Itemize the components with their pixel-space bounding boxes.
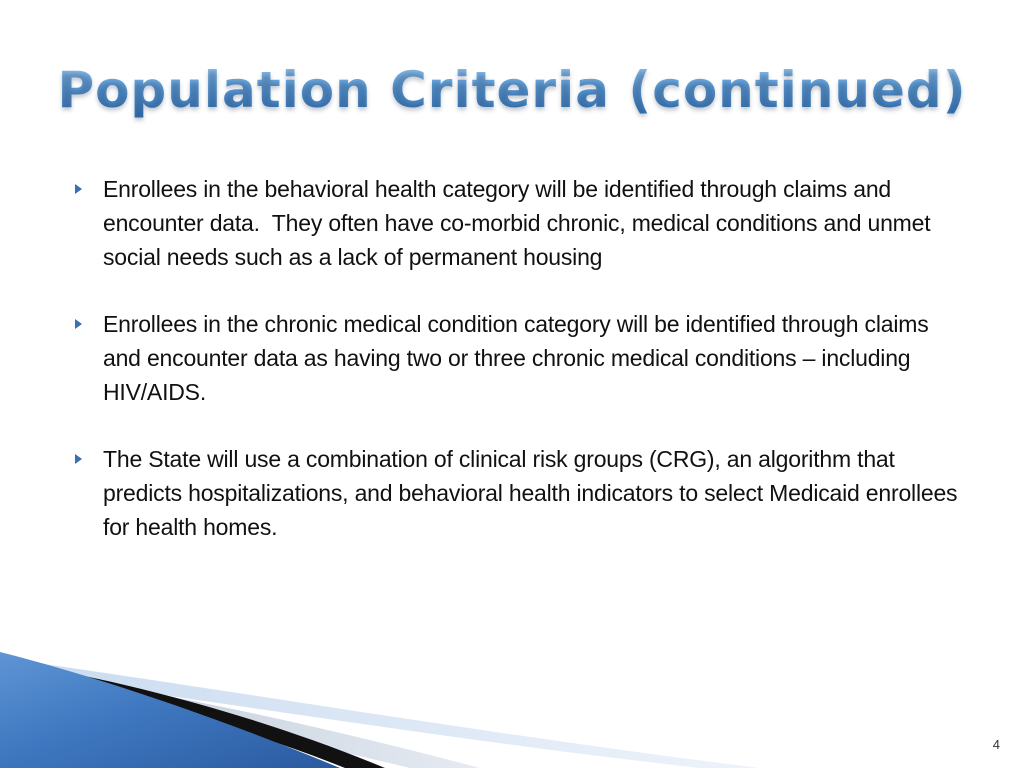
bullet-list [72, 172, 972, 577]
bullet-text: The State will use a combination of clinical risk groups (CRG), an algorithm that predicts hospitalizations, and behavioral health indicators to select Medicaid enrollees for health homes. [103, 446, 964, 540]
bullet-item [72, 307, 972, 409]
bullet-text: Enrollees in the behavioral health category will be identified through claims and encounter data. They often have co-morbid chronic, medical conditions and unmet social needs such as a lack of permanent housing [103, 176, 937, 270]
triangle-right-icon [75, 454, 82, 464]
triangle-right-icon [75, 184, 82, 194]
page-number: 4 [992, 737, 1000, 752]
bullet-text: Enrollees in the chronic medical condition category will be identified through claims and encounter data as having two or three chronic medical conditions – including HIV/AIDS. [103, 311, 935, 405]
title-container [0, 60, 1024, 120]
slide-title: Population Criteria (continued) [0, 60, 1024, 120]
bullet-item [72, 442, 972, 544]
triangle-right-icon [75, 319, 82, 329]
bullet-item [72, 172, 972, 274]
corner-swoosh-decoration [0, 640, 760, 768]
